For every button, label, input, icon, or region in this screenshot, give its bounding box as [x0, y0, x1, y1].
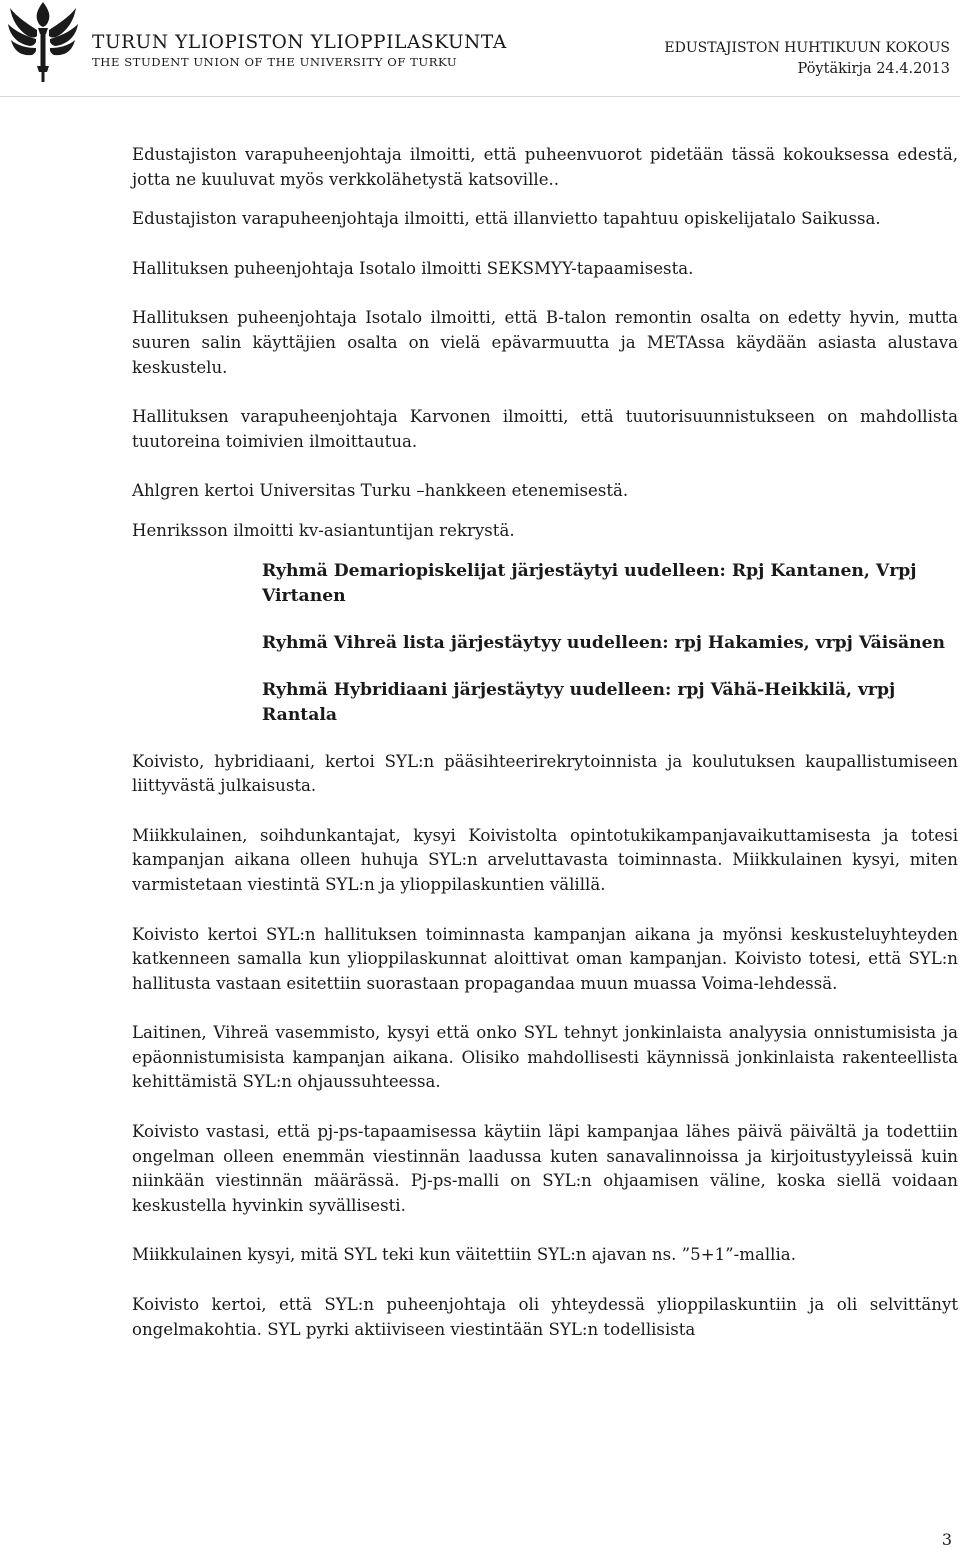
paragraph: Henriksson ilmoitti kv-asiantuntijan rekrystä. [132, 520, 515, 540]
document-body [132, 143, 958, 1367]
organization-name-english: THE STUDENT UNION OF THE UNIVERSITY OF TURKU [92, 55, 458, 69]
protocol-date: Pöytäkirja 24.4.2013 [797, 61, 950, 77]
paragraph: Edustajiston varapuheenjohtaja ilmoitti, että puheenvuorot pidetään tässä kokouksessa edestä, jotta ne kuuluvat myös verkkolähetystä katsoville.. [132, 145, 958, 189]
meeting-title: EDUSTAJISTON HUHTIKUUN KOKOUS [664, 40, 950, 56]
paragraph: Koivisto, hybridiaani, kertoi SYL:n pääsihteerirekrytoinnista ja koulutuksen kaupallistumiseen liittyvästä julkaisusta. [132, 751, 958, 796]
paragraph: Hallituksen puheenjohtaja Isotalo ilmoitti SEKSMYY-tapaamisesta. [132, 258, 694, 278]
paragraph: Koivisto kertoi SYL:n hallituksen toiminnasta kampanjan aikana ja myönsi keskusteluyhteyden katkenneen samalla kun ylioppilaskunnat aloittivat oman kampanjan. Koivisto totesi, että SYL:n hallitusta vastaan esitettiin suorastaan propagandaa muun muassa Voima-lehdessä. [132, 924, 958, 993]
header-divider [0, 96, 960, 97]
group-announcement: Ryhmä Demariopiskelijat järjestäytyi uudelleen: Rpj Kantanen, Vrpj Virtanen [262, 560, 917, 606]
paragraph: Hallituksen puheenjohtaja Isotalo ilmoitti, että B-talon remontin osalta on edetty hyvin, mutta suuren salin käyttäjien osalta on vielä epävarmuutta ja METAssa käydään asiasta alustava keskustelu. [132, 308, 958, 377]
paragraph: Koivisto vastasi, että pj-ps-tapaamisessa käytiin läpi kampanjaa lähes päivä päivältä ja todettiin ongelman olleen enemmän viestinnän laadussa kuten sanavalinnoissa ja kirjoitustyyleissä kuin niinkään viestinnän määrässä. Pj-ps-malli on SYL:n ohjaamisen väline, koska siellä voidaan keskustella hyvinkin syvällisesti. [132, 1122, 958, 1215]
paragraph: Miikkulainen kysyi, mitä SYL teki kun väitettiin SYL:n ajavan ns. ”5+1”-mallia. [132, 1245, 796, 1265]
paragraph: Laitinen, Vihreä vasemmisto, kysyi että onko SYL tehnyt jonkinlaista analyysia onnistumisista ja epäonnistumisista kampanjan aikana. Olisiko mahdollisesti käynnissä jonkinlaista rakenteellista kehittämistä SYL:n ohjaussuhteessa. [132, 1023, 958, 1092]
student-union-torch-logo [4, 0, 82, 84]
page-number: 3 [941, 1530, 952, 1549]
group-announcement: Ryhmä Vihreä lista järjestäytyy uudelleen: rpj Hakamies, vrpj Väisänen [262, 632, 946, 653]
paragraph: Miikkulainen, soihdunkantajat, kysyi Koivistolta opintotukikampanjavaikuttamisesta ja totesi kampanjan aikana olleen huhuja SYL:n arveluttavasta toiminnasta. Miikkulainen kysyi, miten varmistetaan viestintä SYL:n ja ylioppilaskuntien välillä. [132, 825, 958, 894]
group-announcement: Ryhmä Hybridiaani järjestäytyy uudelleen: rpj Vähä-Heikkilä, vrpj Rantala [262, 679, 896, 725]
paragraph: Hallituksen varapuheenjohtaja Karvonen ilmoitti, että tuutorisuunnistukseen on mahdollista tuutoreina toimivien ilmoittautua. [132, 407, 958, 451]
page-header [0, 0, 960, 96]
paragraph: Ahlgren kertoi Universitas Turku –hankkeen etenemisestä. [132, 481, 629, 501]
organization-name: TURUN YLIOPISTON YLIOPPILASKUNTA [92, 32, 507, 53]
paragraph: Koivisto kertoi, että SYL:n puheenjohtaja oli yhteydessä ylioppilaskuntiin ja oli selvittänyt ongelmakohtia. SYL pyrki aktiiviseen viestintään SYL:n todellisista [132, 1295, 958, 1339]
paragraph: Edustajiston varapuheenjohtaja ilmoitti, että illanvietto tapahtuu opiskelijatalo Saikussa. [132, 209, 881, 229]
